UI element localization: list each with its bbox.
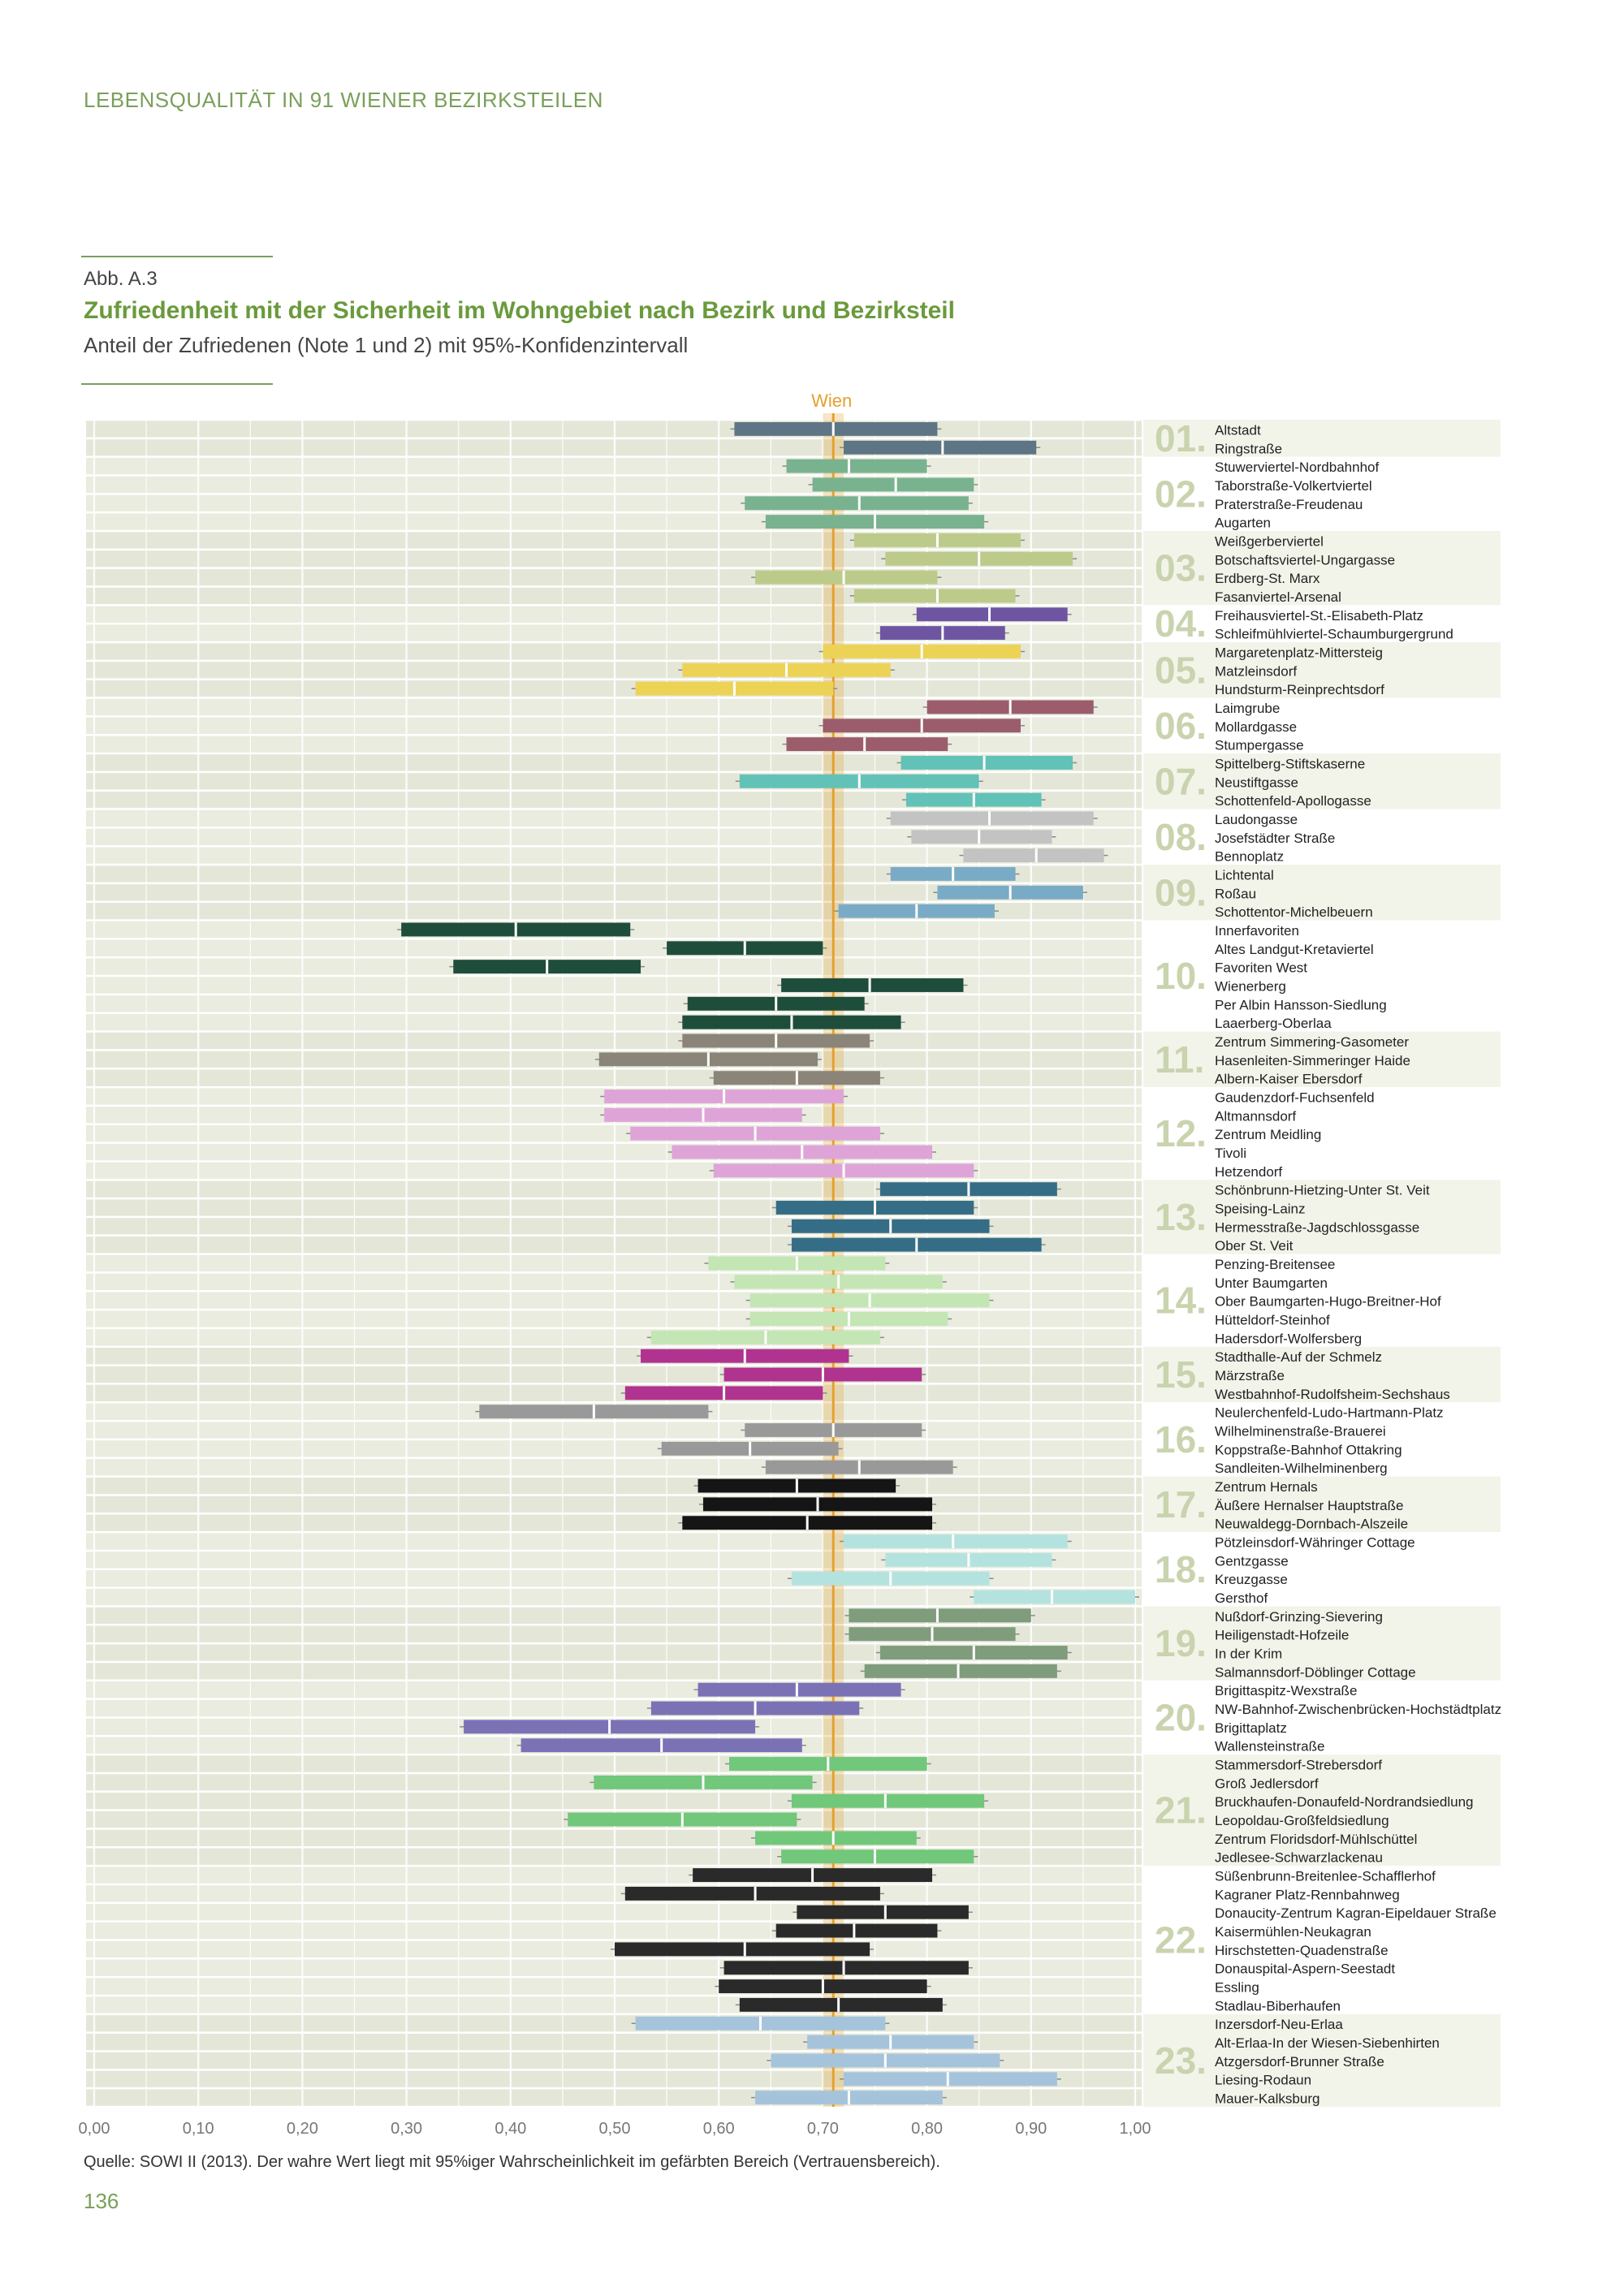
subdistrict-label: Laaerberg-Oberlaa bbox=[1215, 1016, 1332, 1032]
district-number: 17. bbox=[1155, 1482, 1207, 1526]
ci-bar bbox=[844, 1534, 1068, 1548]
subdistrict-label: Unter Baumgarten bbox=[1215, 1275, 1328, 1291]
district-number: 14. bbox=[1155, 1279, 1207, 1322]
district-number: 21. bbox=[1155, 1789, 1207, 1832]
subdistrict-label: Neuwaldegg-Dornbach-Alszeile bbox=[1215, 1516, 1409, 1532]
subdistrict-label: Stammersdorf-Strebersdorf bbox=[1215, 1757, 1382, 1773]
ci-bar bbox=[787, 460, 927, 473]
subdistrict-label: Zentrum Floridsdorf-Mühlschüttel bbox=[1215, 1831, 1418, 1847]
ci-bar bbox=[755, 1831, 917, 1845]
subdistrict-label: Hundsturm-Reinprechtsdorf bbox=[1215, 682, 1384, 698]
subdistrict-label: Stuwerviertel-Nordbahnhof bbox=[1215, 460, 1380, 476]
ci-bar bbox=[724, 1961, 969, 1974]
subdistrict-label: Margaretenplatz-Mittersteig bbox=[1215, 645, 1383, 661]
subdistrict-label: Nußdorf-Grinzing-Sievering bbox=[1215, 1608, 1383, 1625]
subdistrict-label: Liesing-Rodaun bbox=[1215, 2072, 1312, 2088]
subdistrict-label: Brigittaspitz-Wexstraße bbox=[1215, 1683, 1358, 1699]
subdistrict-label: Tivoli bbox=[1215, 1145, 1247, 1161]
subdistrict-label: Wilhelminenstraße-Brauerei bbox=[1215, 1423, 1386, 1439]
ci-bar bbox=[755, 571, 937, 585]
subdistrict-label: Bennoplatz bbox=[1215, 848, 1285, 865]
district-number: 07. bbox=[1155, 760, 1207, 803]
subdistrict-label: Ringstraße bbox=[1215, 441, 1283, 457]
subdistrict-label: Koppstraße-Bahnhof Ottakring bbox=[1215, 1442, 1402, 1458]
district-number: 09. bbox=[1155, 871, 1207, 914]
subdistrict-label: Hirschstetten-Quadenstraße bbox=[1215, 1942, 1389, 1958]
figure-subtitle: Anteil der Zufriedenen (Note 1 und 2) mit 95%-Konfidenzintervall bbox=[84, 333, 689, 357]
subdistrict-label: Kreuzgasse bbox=[1215, 1572, 1288, 1588]
subdistrict-label: Kaisermühlen-Neukagran bbox=[1215, 1924, 1371, 1940]
subdistrict-label: Groß Jedlersdorf bbox=[1215, 1776, 1319, 1792]
x-tick-label: 0,30 bbox=[391, 2120, 423, 2138]
ci-bar bbox=[844, 441, 1036, 455]
x-tick-label: 0,20 bbox=[286, 2120, 318, 2138]
x-tick-label: 1,00 bbox=[1119, 2120, 1151, 2138]
ci-bar bbox=[849, 1608, 1030, 1622]
district-number: 11. bbox=[1155, 1038, 1205, 1081]
subdistrict-label: Lichtental bbox=[1215, 867, 1274, 883]
subdistrict-label: Neustiftgasse bbox=[1215, 775, 1298, 791]
subdistrict-label: Weißgerberviertel bbox=[1215, 533, 1324, 550]
subdistrict-label: Hütteldorf-Steinhof bbox=[1215, 1312, 1330, 1328]
subdistrict-label: Hasenleiten-Simmeringer Haide bbox=[1215, 1052, 1410, 1068]
ci-bar bbox=[911, 830, 1052, 844]
subdistrict-label: Stumpergasse bbox=[1215, 737, 1304, 753]
subdistrict-label: Wienerberg bbox=[1215, 978, 1286, 995]
subdistrict-label: Brigittaplatz bbox=[1215, 1720, 1287, 1736]
x-tick-label: 0,00 bbox=[78, 2120, 110, 2138]
district-number: 05. bbox=[1155, 649, 1207, 692]
subdistrict-label: Freihausviertel-St.-Elisabeth-Platz bbox=[1215, 607, 1423, 624]
subdistrict-label: Fasanviertel-Arsenal bbox=[1215, 589, 1341, 605]
subdistrict-label: Per Albin Hansson-Siedlung bbox=[1215, 997, 1387, 1013]
subdistrict-label: In der Krim bbox=[1215, 1646, 1283, 1662]
subdistrict-label: Mauer-Kalksburg bbox=[1215, 2091, 1320, 2107]
district-number: 03. bbox=[1155, 546, 1207, 589]
x-tick-label: 0,60 bbox=[702, 2120, 735, 2138]
ci-bar bbox=[740, 1998, 943, 2012]
subdistrict-label: Schottentor-Michelbeuern bbox=[1215, 904, 1373, 921]
ci-bar bbox=[891, 812, 1094, 826]
ci-bar bbox=[781, 1849, 974, 1863]
subdistrict-label: Zentrum Meidling bbox=[1215, 1127, 1322, 1143]
subdistrict-label: Ober Baumgarten-Hugo-Breitner-Hof bbox=[1215, 1293, 1441, 1310]
ci-bar bbox=[776, 1924, 938, 1938]
subdistrict-label: Schleifmühlviertel-Schaumburgergrund bbox=[1215, 626, 1453, 642]
district-number: 06. bbox=[1155, 704, 1207, 747]
page-number: 136 bbox=[84, 2189, 119, 2213]
subdistrict-label: Schottenfeld-Apollogasse bbox=[1215, 793, 1371, 809]
ci-bar bbox=[813, 477, 974, 491]
subdistrict-label: Praterstraße-Freudenau bbox=[1215, 496, 1363, 512]
subdistrict-label: Ober St. Veit bbox=[1215, 1238, 1294, 1254]
subdistrict-label: Bruckhaufen-Donaufeld-Nordrandsiedlung bbox=[1215, 1794, 1474, 1810]
ci-bar bbox=[974, 1590, 1135, 1604]
subdistrict-label: Alt-Erlaa-In der Wiesen-Siebenhirten bbox=[1215, 2035, 1440, 2052]
subdistrict-label: Wallensteinstraße bbox=[1215, 1738, 1325, 1754]
x-tick-label: 0,50 bbox=[598, 2120, 631, 2138]
ci-bar bbox=[901, 756, 1073, 770]
district-number: 20. bbox=[1155, 1696, 1207, 1739]
ci-bar bbox=[917, 607, 1068, 621]
district-number: 01. bbox=[1155, 416, 1207, 460]
ci-bar bbox=[797, 1905, 969, 1919]
district-number: 13. bbox=[1155, 1195, 1207, 1238]
x-tick-label: 0,10 bbox=[182, 2120, 214, 2138]
district-number: 15. bbox=[1155, 1353, 1207, 1396]
subdistrict-label: Josefstädter Straße bbox=[1215, 830, 1336, 846]
subdistrict-label: Albern-Kaiser Ebersdorf bbox=[1215, 1071, 1363, 1087]
district-number: 08. bbox=[1155, 815, 1207, 858]
district-number: 04. bbox=[1155, 602, 1207, 645]
district-number: 12. bbox=[1155, 1112, 1207, 1155]
subdistrict-label: Taborstraße-Volkertviertel bbox=[1215, 477, 1372, 494]
subdistrict-label: Jedlesee-Schwarzlackenau bbox=[1215, 1849, 1383, 1866]
subdistrict-label: Botschaftsviertel-Ungargasse bbox=[1215, 552, 1396, 568]
subdistrict-label: Zentrum Simmering-Gasometer bbox=[1215, 1034, 1410, 1050]
district-number: 10. bbox=[1155, 955, 1207, 998]
subdistrict-label: Inzersdorf-Neu-Erlaa bbox=[1215, 2017, 1343, 2033]
subdistrict-label: Westbahnhof-Rudolfsheim-Sechshaus bbox=[1215, 1386, 1450, 1402]
subdistrict-label: Salmannsdorf-Döblinger Cottage bbox=[1215, 1664, 1416, 1681]
ci-bar bbox=[963, 848, 1104, 862]
ci-bar bbox=[854, 589, 1016, 602]
subdistrict-label: Stadthalle-Auf der Schmelz bbox=[1215, 1349, 1382, 1366]
ci-bar bbox=[698, 1683, 901, 1697]
x-tick-label: 0,70 bbox=[806, 2120, 839, 2138]
subdistrict-label: Zentrum Hernals bbox=[1215, 1479, 1318, 1495]
subdistrict-label: Schönbrunn-Hietzing-Unter St. Veit bbox=[1215, 1182, 1430, 1198]
ci-bar bbox=[781, 978, 963, 992]
subdistrict-label: Augarten bbox=[1215, 515, 1271, 531]
subdistrict-label: Laudongasse bbox=[1215, 811, 1298, 827]
subdistrict-label: Altmannsdorf bbox=[1215, 1108, 1297, 1124]
x-tick-label: 0,90 bbox=[1015, 2120, 1047, 2138]
subdistrict-label: Altes Landgut-Kretaviertel bbox=[1215, 941, 1374, 957]
district-number: 19. bbox=[1155, 1622, 1207, 1665]
subdistrict-label: Atzgersdorf-Brunner Straße bbox=[1215, 2053, 1384, 2069]
subdistrict-label: Essling bbox=[1215, 1979, 1259, 1996]
subdistrict-label: Pötzleinsdorf-Währinger Cottage bbox=[1215, 1534, 1415, 1551]
x-tick-label: 0,80 bbox=[911, 2120, 944, 2138]
subdistrict-label: Donauspital-Aspern-Seestadt bbox=[1215, 1961, 1396, 1977]
subdistrict-label: Neulerchenfeld-Ludo-Hartmann-Platz bbox=[1215, 1405, 1444, 1421]
district-number: 02. bbox=[1155, 473, 1207, 516]
subdistrict-label: Laimgrube bbox=[1215, 700, 1281, 716]
district-number: 23. bbox=[1155, 2039, 1207, 2082]
subdistrict-label: Sandleiten-Wilhelminenberg bbox=[1215, 1461, 1388, 1477]
district-number: 18. bbox=[1155, 1547, 1207, 1590]
ci-bar bbox=[615, 1942, 870, 1956]
subdistrict-label: Innerfavoriten bbox=[1215, 922, 1299, 939]
subdistrict-label: Süßenbrunn-Breitenlee-Schafflerhof bbox=[1215, 1868, 1436, 1884]
ci-bar bbox=[734, 422, 937, 436]
subdistrict-label: Altstadt bbox=[1215, 422, 1261, 438]
ci-bar bbox=[787, 737, 948, 751]
subdistrict-label: Speising-Lainz bbox=[1215, 1201, 1306, 1217]
subdistrict-label: Gersthof bbox=[1215, 1590, 1268, 1607]
reference-label: Wien bbox=[811, 391, 853, 411]
subdistrict-label: Donaucity-Zentrum Kagran-Eipeldauer Straße bbox=[1215, 1905, 1497, 1922]
subdistrict-label: Heiligenstadt-Hofzeile bbox=[1215, 1627, 1350, 1643]
ci-bar bbox=[865, 1664, 1057, 1678]
subdistrict-label: Leopoldau-Großfeldsiedlung bbox=[1215, 1813, 1389, 1829]
subdistrict-label: Hetzendorf bbox=[1215, 1163, 1283, 1180]
running-head: LEBENSQUALITÄT IN 91 WIENER BEZIRKSTEILEN bbox=[84, 88, 603, 112]
subdistrict-label: Märzstraße bbox=[1215, 1368, 1285, 1384]
subdistrict-label: Gaudenzdorf-Fuchsenfeld bbox=[1215, 1090, 1375, 1106]
subdistrict-label: Matzleinsdorf bbox=[1215, 663, 1298, 680]
subdistrict-label: Mollardgasse bbox=[1215, 719, 1298, 735]
subdistrict-label: Erdberg-St. Marx bbox=[1215, 571, 1320, 587]
district-number: 16. bbox=[1155, 1418, 1207, 1461]
subdistrict-label: Favoriten West bbox=[1215, 960, 1308, 976]
source-note: Quelle: SOWI II (2013). Der wahre Wert liegt mit 95%iger Wahrscheinlichkeit im gefärbten Bereich (Vertrauensbereich). bbox=[84, 2153, 940, 2171]
subdistrict-label: Penzing-Breitensee bbox=[1215, 1257, 1336, 1272]
subdistrict-label: Kagraner Platz-Rennbahnweg bbox=[1215, 1887, 1400, 1903]
district-number: 22. bbox=[1155, 1918, 1207, 1962]
subdistrict-label: Äußere Hernalser Hauptstraße bbox=[1215, 1497, 1404, 1513]
subdistrict-label: Hermesstraße-Jagdschlossgasse bbox=[1215, 1219, 1420, 1236]
ci-bar bbox=[844, 2072, 1057, 2086]
ci-bar bbox=[625, 1887, 880, 1901]
x-tick-label: 0,40 bbox=[495, 2120, 527, 2138]
subdistrict-label: Stadlau-Biberhaufen bbox=[1215, 1998, 1341, 2014]
ci-bar bbox=[792, 1794, 984, 1808]
subdistrict-label: Spittelberg-Stiftskaserne bbox=[1215, 756, 1366, 772]
figure-title: Zufriedenheit mit der Sicherheit im Wohngebiet nach Bezirk und Bezirksteil bbox=[84, 297, 955, 324]
subdistrict-label: NW-Bahnhof-Zwischenbrücken-Hochstädtplatz bbox=[1215, 1702, 1502, 1718]
subdistrict-label: Roßau bbox=[1215, 886, 1257, 902]
subdistrict-label: Hadersdorf-Wolfersberg bbox=[1215, 1331, 1363, 1347]
ci-bar bbox=[745, 496, 969, 510]
subdistrict-label: Gentzgasse bbox=[1215, 1553, 1289, 1569]
figure-number: Abb. A.3 bbox=[84, 268, 158, 290]
